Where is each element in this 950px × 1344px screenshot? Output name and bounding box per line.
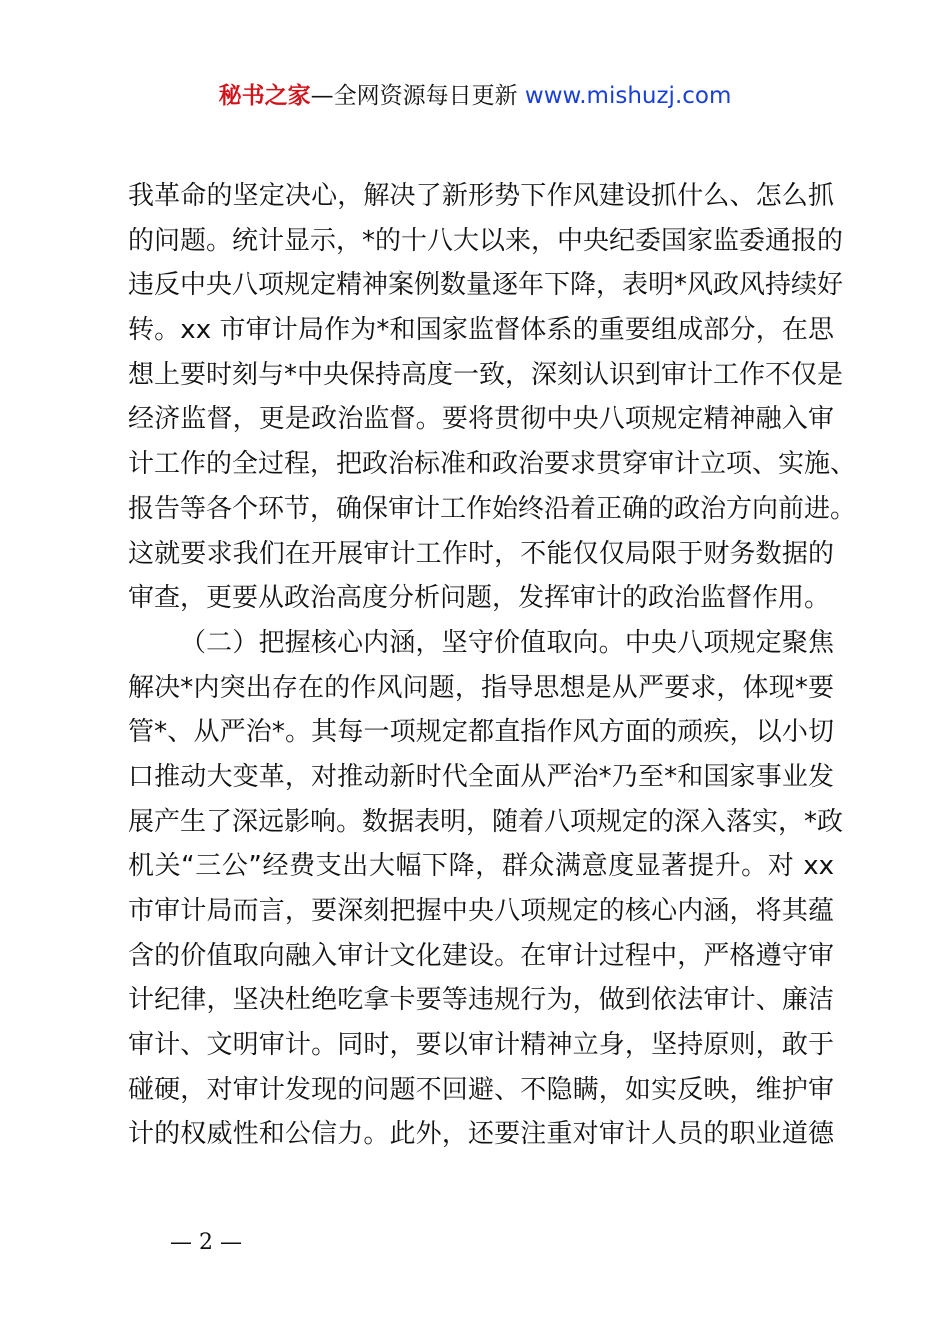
text-line: 想上要时刻与*中央保持高度一致，深刻认识到审计工作不仅是 [128,359,844,390]
section-heading-line: （二）把握核心内涵，坚守价值取向。中央八项规定聚焦 [180,627,834,658]
text-line: 市审计局而言，要深刻把握中央八项规定的核心内涵，将其蕴 [128,896,834,926]
text-line: 展产生了深远影响。数据表明，随着八项规定的深入落实，*政 [128,806,844,837]
text-line: 这就要求我们在开展审计工作时，不能仅仅局限于财务数据的 [128,538,834,569]
brand-name: 秘书之家 [218,83,311,109]
text-line: 碰硬，对审计发现的问题不回避、不隐瞒，如实反映，维护审 [128,1074,834,1105]
paragraph-end-line: 审查，更要从政治高度分析问题，发挥审计的政治监督作用。 [128,583,831,614]
text-line: 我革命的坚定决心，解决了新形势下作风建设抓什么、怎么抓 [128,181,834,211]
document-body [128,174,857,1157]
text-line: 违反中央八项规定精神案例数量逐年下降，表明*风政风持续好 [128,270,844,301]
text-line: 管*、从严治*。其每一项规定都直指作风方面的顽疾，以小切 [128,717,834,748]
website-url: www.mishuzj.com [517,83,732,109]
header-tagline: —全网资源每日更新 [310,83,518,109]
text-line: 含的价值取向融入审计文化建设。在审计过程中，严格遵守审 [128,940,834,971]
text-line: 审计、文明审计。同时，要以审计精神立身，坚持原则，敢于 [128,1030,834,1061]
page-number: — 2 — [170,1230,242,1255]
text-line: 解决*内突出存在的作风问题，指导思想是从严要求，体现*要 [128,672,834,703]
text-line: 经济监督，更是政治监督。要将贯彻中央八项规定精神融入审 [128,404,834,435]
text-line: 口推动大变革，对推动新时代全面从严治*乃至*和国家事业发 [128,761,834,792]
text-line: 计纪律，坚决杜绝吃拿卡要等违规行为，做到依法审计、廉洁 [128,985,834,1016]
text-line: 机关“三公”经费支出大幅下降，群众满意度显著提升。对 xx [128,851,834,882]
text-line: 转。xx 市审计局作为*和国家监督体系的重要组成部分，在思 [128,315,834,346]
text-line: 的问题。统计显示，*的十八大以来，中央纪委国家监委通报的 [128,225,844,256]
text-line: 报告等各个环节，确保审计工作始终沿着正确的政治方向前进。 [128,493,857,524]
text-line: 计的权威性和公信力。此外，还要注重对审计人员的职业道德 [128,1119,834,1150]
site-watermark-header [0,80,950,112]
text-line: 计工作的全过程，把政治标准和政治要求贯穿审计立项、实施、 [128,449,857,480]
